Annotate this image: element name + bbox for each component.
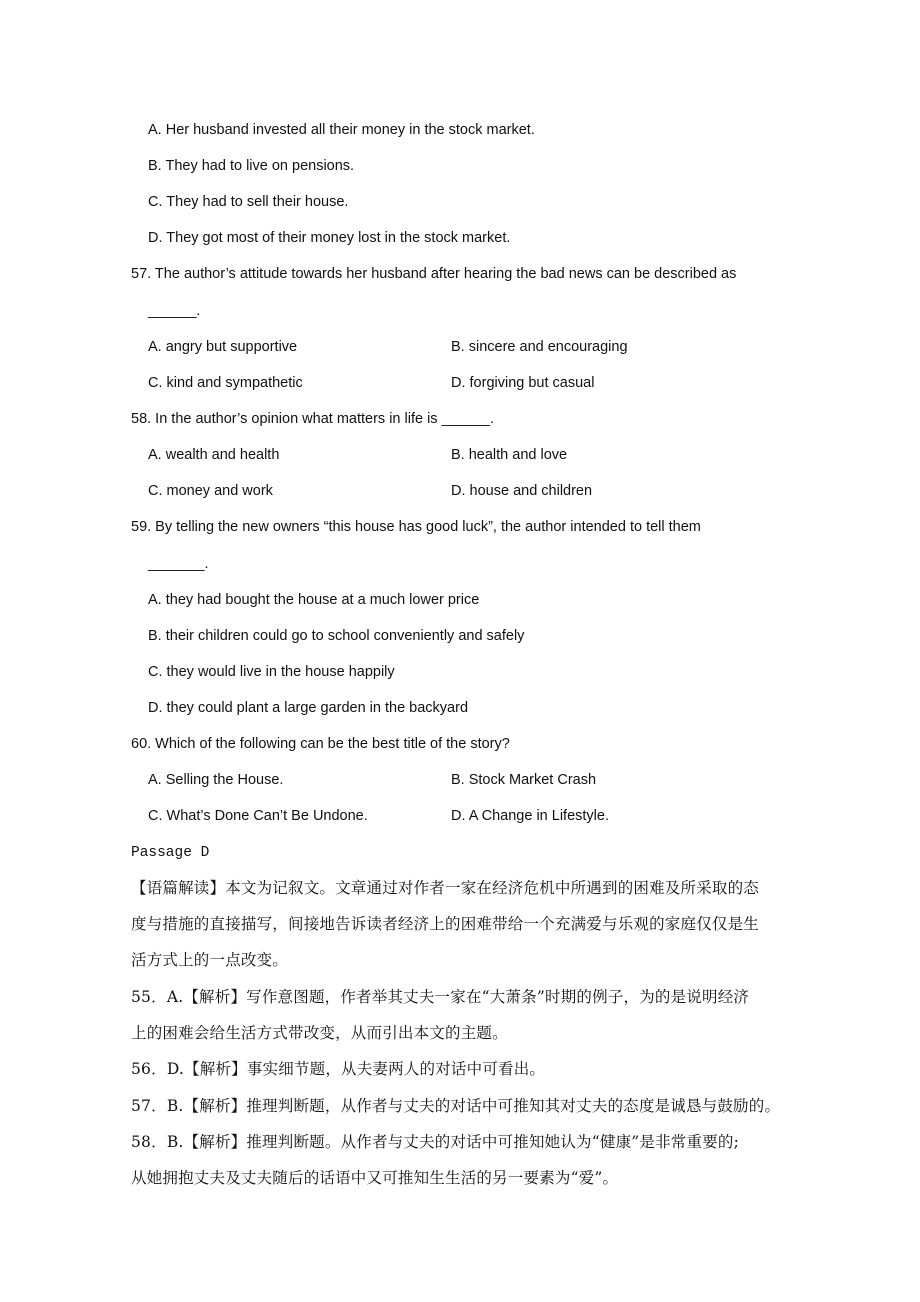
answer-55-line-1: 55．A.【解析】写作意图题，作者举其丈夫一家在“大萧条”时期的例子，为的是说明经济 (131, 988, 750, 1006)
q60-option-c: C. What’s Done Can’t Be Undone. (148, 808, 368, 824)
q59-option-b: B. their children could go to school conveniently and safely (148, 628, 525, 644)
q57-stem: 57. The author’s attitude towards her husband after hearing the bad news can be described as (131, 266, 737, 282)
q60-option-a: A. Selling the House. (148, 772, 284, 788)
answer-58-line-2: 从她拥抱丈夫及丈夫随后的话语中又可推知生生活的另一要素为“爱”。 (131, 1169, 619, 1187)
answer-56: 56．D.【解析】事实细节题，从夫妻两人的对话中可看出。 (131, 1060, 546, 1078)
q59-blank: _______. (148, 556, 209, 572)
q57-option-b: B. sincere and encouraging (451, 339, 628, 355)
q60-option-d: D. A Change in Lifestyle. (451, 808, 609, 824)
q57-blank: ______. (148, 303, 201, 319)
q58-option-c: C. money and work (148, 483, 273, 499)
q57-option-c: C. kind and sympathetic (148, 375, 303, 391)
q57-option-a: A. angry but supportive (148, 339, 298, 355)
q57-option-d: D. forgiving but casual (451, 375, 595, 391)
q59-option-a: A. they had bought the house at a much lower price (148, 592, 480, 608)
q56-option-b: B. They had to live on pensions. (148, 158, 355, 174)
q56-option-a: A. Her husband invested all their money in the stock market. (148, 122, 535, 138)
analysis-intro-line-1: 【语篇解读】本文为记叙文。文章通过对作者一家在经济危机中所遇到的困难及所采取的态 (131, 879, 760, 897)
q60-option-b: B. Stock Market Crash (451, 772, 597, 788)
answer-57: 57．B.【解析】推理判断题，从作者与丈夫的对话中可推知其对丈夫的态度是诚恳与鼓励的。 (131, 1097, 781, 1115)
q60-stem: 60. Which of the following can be the best title of the story? (131, 736, 510, 752)
q59-option-d: D. they could plant a large garden in the backyard (148, 700, 469, 716)
q59-stem: 59. By telling the new owners “this house has good luck”, the author intended to tell them (131, 519, 701, 535)
q56-option-c: C. They had to sell their house. (148, 194, 349, 210)
analysis-intro-line-3: 活方式上的一点改变。 (131, 951, 289, 969)
answer-55-line-2: 上的困难会给生活方式带改变，从而引出本文的主题。 (131, 1024, 508, 1042)
q58-option-a: A. wealth and health (148, 447, 280, 463)
passage-label: Passage D (131, 845, 210, 861)
q58-stem: 58. In the author’s opinion what matters in life is ______. (131, 411, 494, 427)
q56-option-d: D. They got most of their money lost in the stock market. (148, 230, 511, 246)
q59-option-c: C. they would live in the house happily (148, 664, 395, 680)
answer-58-line-1: 58．B.【解析】推理判断题。从作者与丈夫的对话中可推知她认为“健康”是非常重要的; (131, 1133, 740, 1151)
q58-option-d: D. house and children (451, 483, 593, 499)
q58-option-b: B. health and love (451, 447, 568, 463)
analysis-intro-line-2: 度与措施的直接描写，间接地告诉读者经济上的困难带给一个充满爱与乐观的家庭仅仅是生 (131, 915, 760, 933)
